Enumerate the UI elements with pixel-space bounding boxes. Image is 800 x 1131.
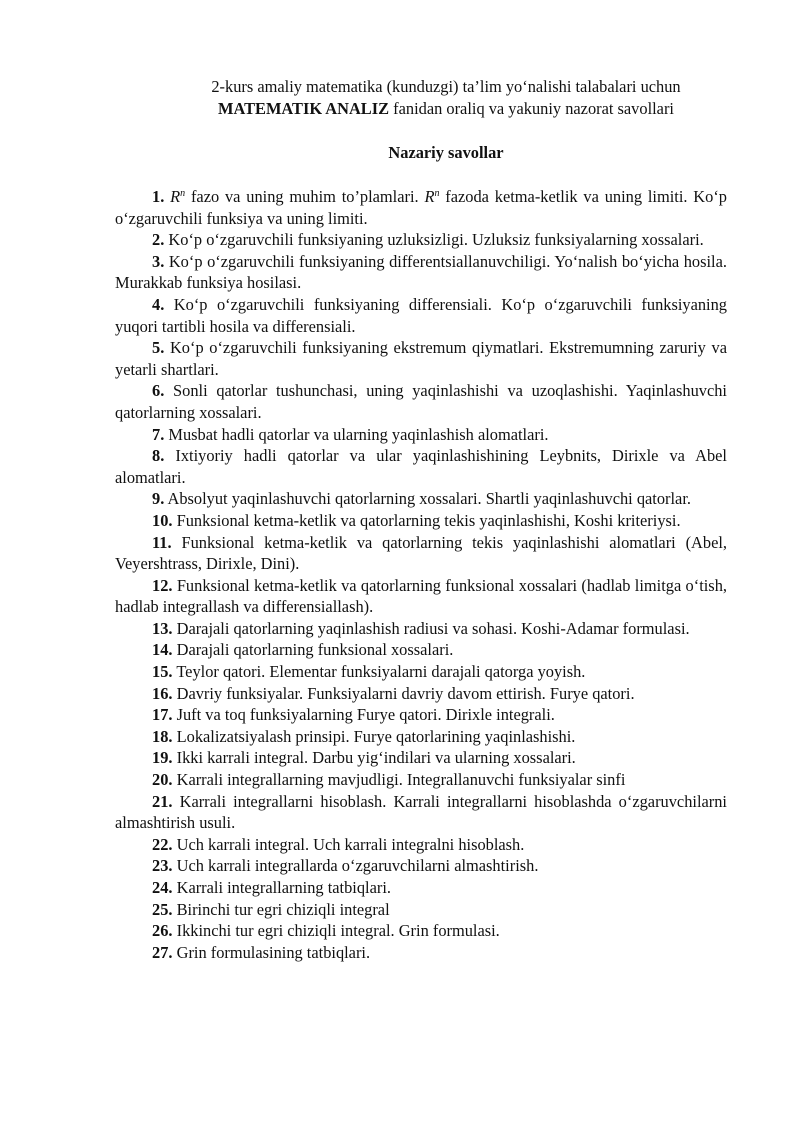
question-item [115,920,727,942]
document-header [115,76,727,120]
question-text: Darajali qatorlarning yaqinlashish radiusi va sohasi. Koshi-Adamar formulasi. [176,618,690,638]
question-number: 1. [152,187,165,206]
header-line-2 [165,98,727,120]
question-number: 10. [152,510,173,530]
question-text: Funksional ketma-ketlik va qatorlarning tekis yaqinlashishi, Koshi kriteriysi. [176,510,681,530]
question-text-part: fazo va uning muhim to’plamlari. [185,187,425,206]
question-number: 13. [152,618,173,638]
math-superscript-n: n [180,188,186,199]
question-text: Ko‘p o‘zgaruvchili funksiyaning differensiali. Ko‘p o‘zgaruvchili funksiyaning yuqori tartibli hosila va differensiali. [115,294,728,336]
question-number: 14. [152,640,173,660]
question-number: 2. [152,230,165,250]
question-number: 25. [152,899,173,919]
question-text: Davriy funksiyalar. Funksiyalarni davriy davom ettirish. Furye qatori. [176,683,635,703]
question-number: 23. [152,856,173,876]
question-number: 15. [152,662,173,682]
question-number: 3. [152,251,165,271]
document-page [115,76,727,963]
question-item [115,791,727,834]
question-text-part: fazoda ketma-ketlik va uning limiti. Ko‘p o‘zgaruvchili funksiya va uning limiti. [115,187,727,228]
question-item [115,683,727,705]
question-number: 11. [152,532,172,552]
question-item [115,380,727,423]
question-number: 7. [152,424,165,444]
question-text: Sonli qatorlar tushunchasi, uning yaqinlashishi va uzoqlashishi. Yaqinlashuvchi qatorlarning xossalari. [115,381,727,422]
header-line-2-rest: fanidan oraliq va yakuniy nazorat savollari [389,99,674,118]
question-item [115,445,727,488]
question-item [115,186,727,229]
question-item [115,834,727,856]
question-number: 20. [152,770,173,790]
question-item [115,726,727,748]
question-text: Juft va toq funksiyalarning Furye qatori. Dirixle integrali. [176,705,555,725]
question-text: Ixtiyoriy hadli qatorlar va ular yaqinlashishining Leybnits, Dirixle va Abel alomatlari. [115,446,727,487]
question-text: Birinchi tur egri chiziqli integral [176,899,390,919]
question-text: Funksional ketma-ketlik va qatorlarning funksional xossalari (hadlab limitga o‘tish, hadlab integrallash va differensiallash). [115,575,727,617]
question-item [115,942,727,964]
question-item [115,899,727,921]
question-number: 24. [152,878,173,897]
question-text: Ikki karrali integral. Darbu yig‘indilari va ularning xossalari. [176,748,576,768]
question-item [115,639,727,661]
question-item [115,229,727,251]
question-text: Karrali integrallarning tatbiqlari. [176,878,391,897]
question-number: 4. [152,294,165,314]
math-superscript-n: n [434,188,440,199]
question-text: Absolyut yaqinlashuvchi qatorlarning xossalari. Shartli yaqinlashuvchi qatorlar. [167,489,691,509]
math-symbol-R: R [170,187,181,206]
question-item [115,575,727,618]
question-item [115,769,727,791]
section-title: Nazariy savollar [388,143,504,162]
question-text: Musbat hadli qatorlar va ularning yaqinlashish alomatlari. [168,424,549,444]
question-number: 16. [152,683,173,703]
question-number: 26. [152,921,173,941]
question-number: 22. [152,834,173,854]
question-item [115,618,727,640]
question-text: Uch karrali integral. Uch karrali integralni hisoblash. [176,834,525,854]
question-number: 12. [152,575,173,595]
question-item [115,294,727,337]
question-number: 6. [152,381,165,401]
question-item [115,337,727,380]
question-item [115,510,727,532]
question-item [115,424,727,446]
subject-title: MATEMATIK ANALIZ [218,99,390,118]
question-list [115,186,727,963]
header-line-1: 2-kurs amaliy matematika (kunduzgi) ta’lim yo‘nalishi talabalari uchun [211,77,681,96]
question-number: 21. [152,791,173,811]
question-text: Teylor qatori. Elementar funksiyalarni darajali qatorga yoyish. [176,662,586,682]
question-text: Ko‘p o‘zgaruvchili funksiyaning uzluksizligi. Uzluksiz funksiyalarning xossalari. [168,230,704,250]
question-number: 19. [152,748,173,768]
question-item [115,877,727,899]
question-text: Karrali integrallarning mavjudligi. Integrallanuvchi funksiyalar sinfi [176,770,626,790]
question-item [115,855,727,877]
question-item [115,488,727,510]
question-number: 8. [152,446,165,466]
question-text: Karrali integrallarni hisoblash. Karrali integrallarni hisoblashda o‘zgaruvchilarni almashtirish usuli. [115,791,727,833]
question-text: Lokalizatsiyalash prinsipi. Furye qatorlarining yaqinlashishi. [176,726,576,746]
question-text: Grin formulasining tatbiqlari. [176,942,371,962]
question-item [115,661,727,683]
math-symbol-R: R [424,187,435,206]
question-text: Ikkinchi tur egri chiziqli integral. Grin formulasi. [176,921,500,941]
question-text: Uch karrali integrallarda o‘zgaruvchilarni almashtirish. [176,856,539,876]
question-text: Funksional ketma-ketlik va qatorlarning tekis yaqinlashishi alomatlari (Abel, Veyershtrass, Dirixle, Dini). [115,532,727,574]
question-item [115,747,727,769]
question-item [115,704,727,726]
question-text: Darajali qatorlarning funksional xossalari. [176,640,454,660]
question-text: Ko‘p o‘zgaruvchili funksiyaning differentsiallanuvchiligi. Yo‘nalish bo‘yicha hosila. Murakkab funksiya hosilasi. [115,251,727,293]
question-text: Ko‘p o‘zgaruvchili funksiyaning ekstremum qiymatlari. Ekstremumning zaruriy va yetarli shartlari. [115,338,727,379]
question-number: 27. [152,942,173,962]
question-number: 5. [152,338,165,358]
question-number: 9. [152,489,165,509]
question-number: 18. [152,726,173,746]
question-item [115,532,727,575]
question-item [115,251,727,294]
question-number: 17. [152,705,173,725]
